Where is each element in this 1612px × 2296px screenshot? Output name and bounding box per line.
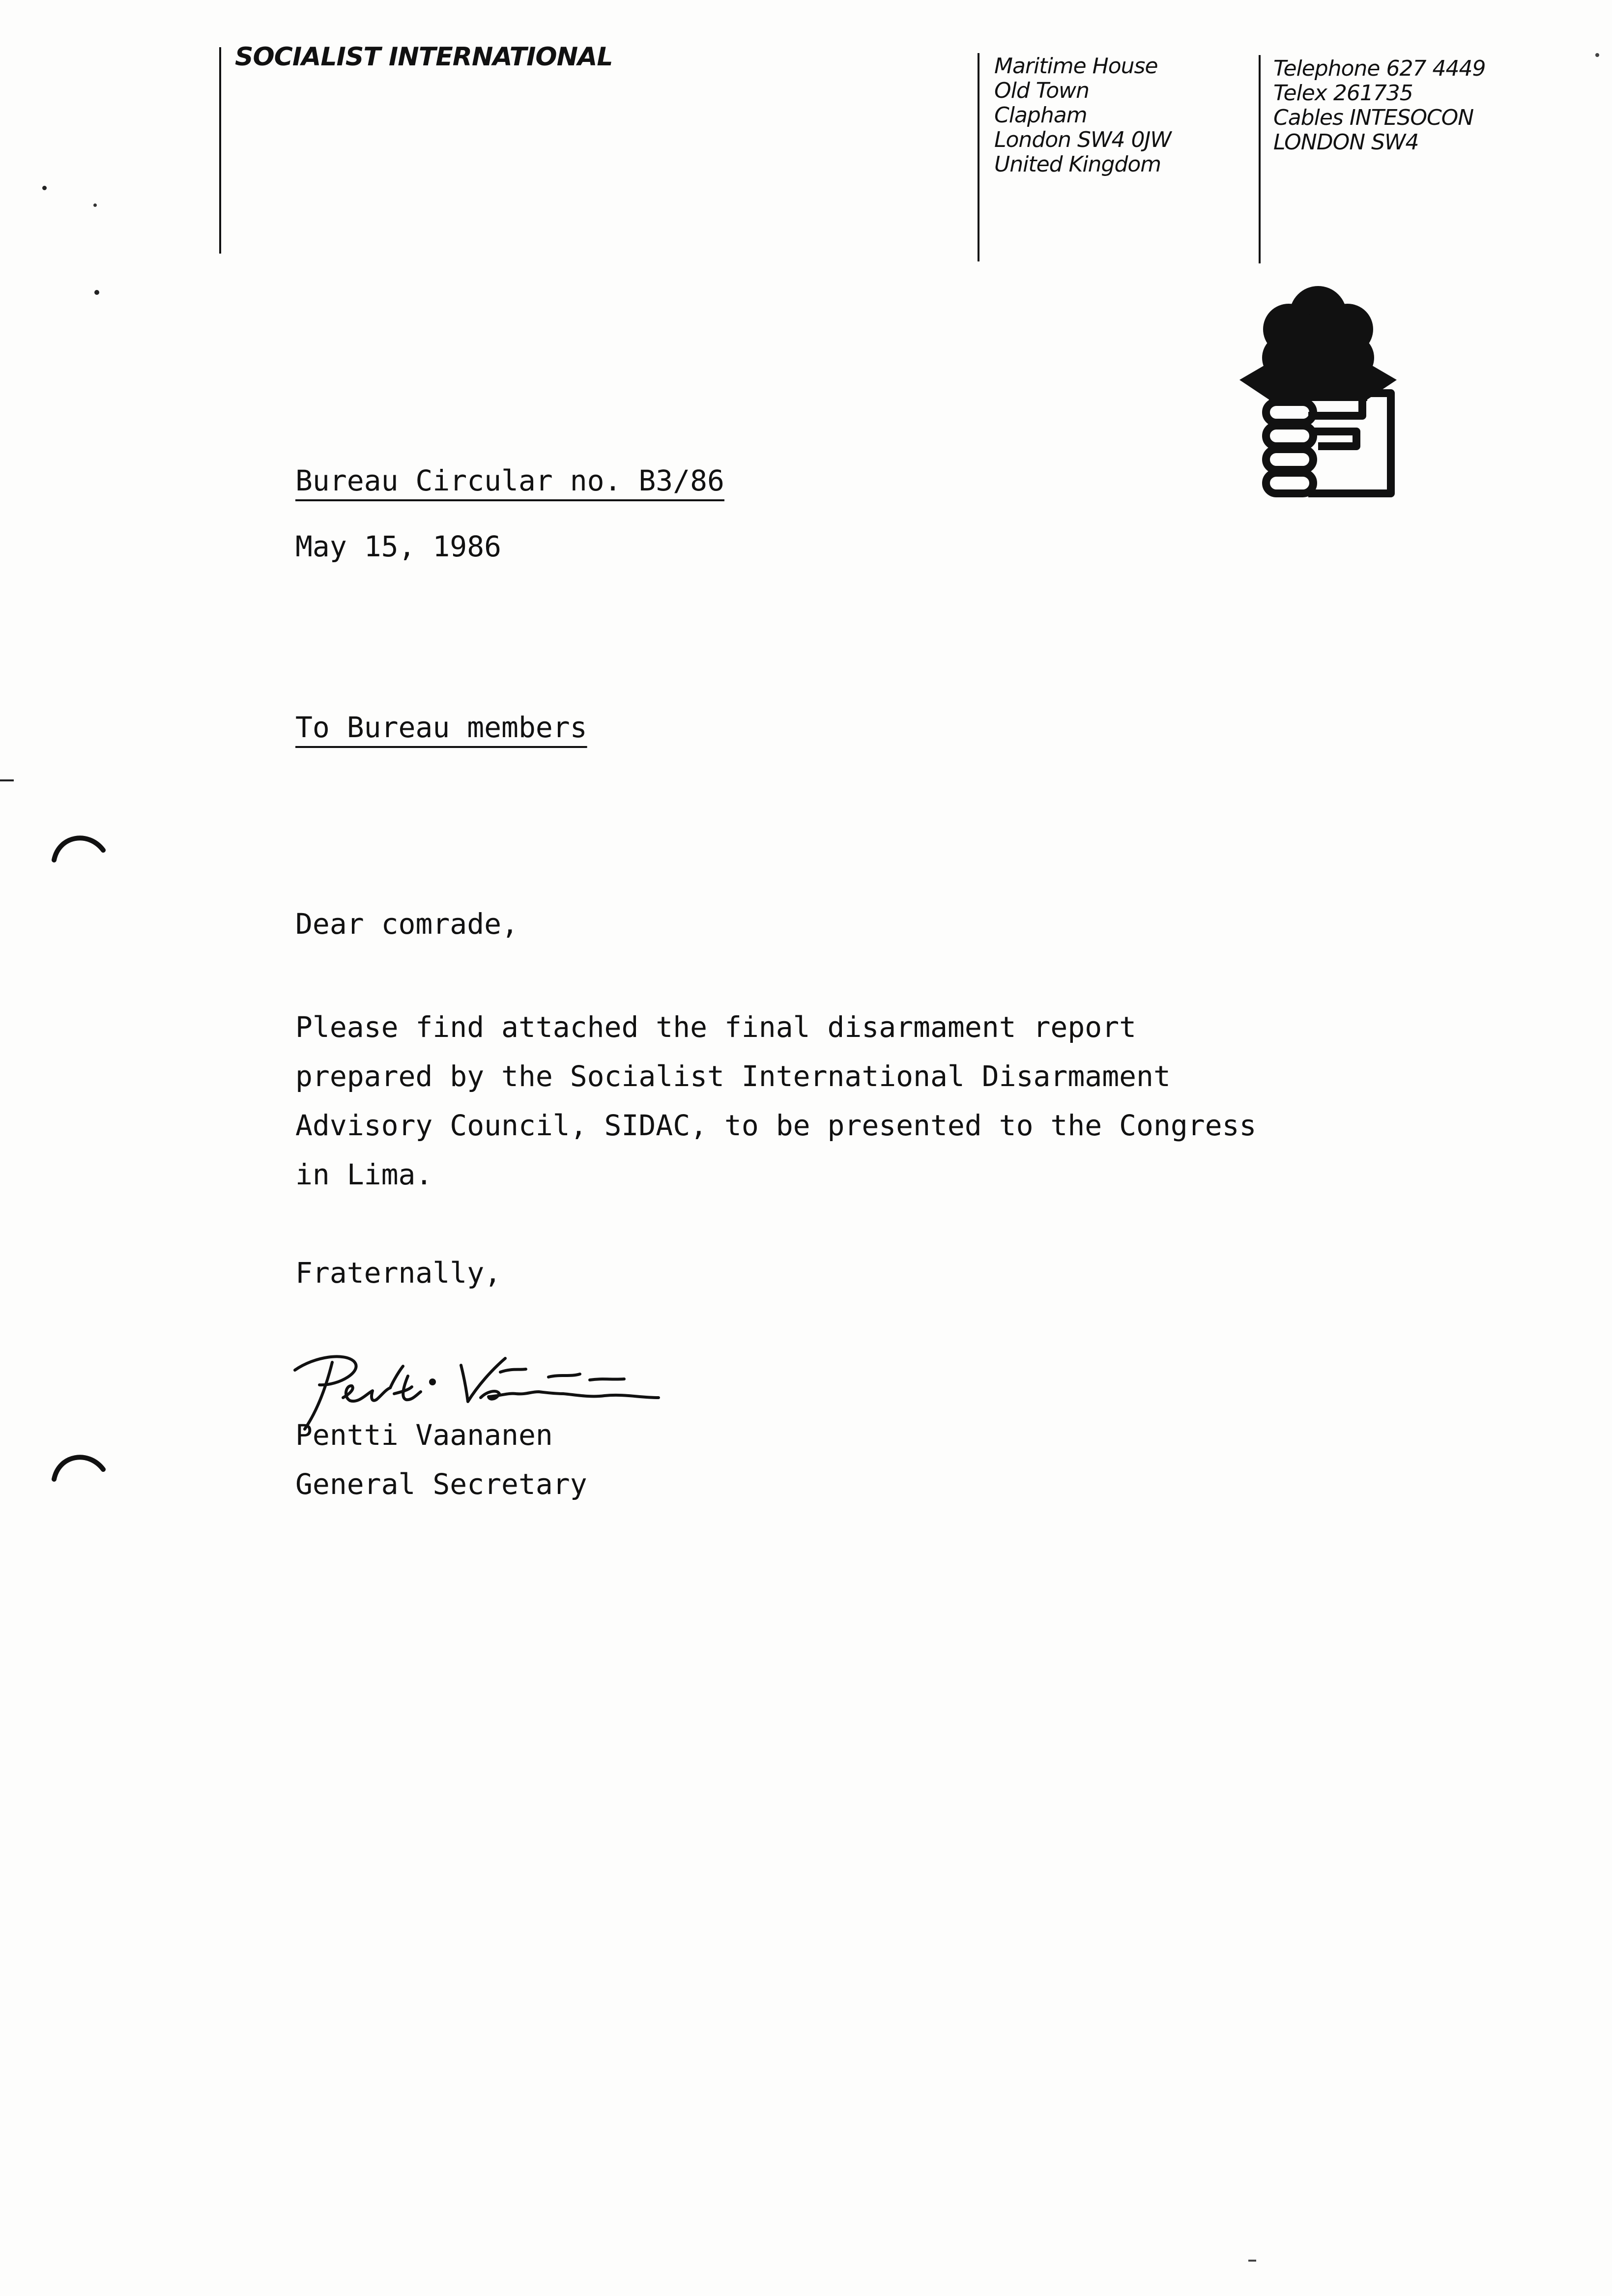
letterhead-divider-right xyxy=(1259,55,1261,263)
body-line: prepared by the Socialist International Disarmament xyxy=(295,1060,1171,1093)
contact-line: Telephone 627 4449 xyxy=(1273,56,1486,81)
circular-reference: Bureau Circular no. B3/86 xyxy=(295,464,724,497)
postal-address xyxy=(994,54,1171,177)
letterhead-divider-middle xyxy=(978,53,979,261)
contact-line: Telex 261735 xyxy=(1273,81,1413,106)
letterhead-divider-left xyxy=(219,47,221,254)
closing: Fraternally, xyxy=(295,1256,502,1290)
organization-name: SOCIALIST INTERNATIONAL xyxy=(235,42,613,72)
contact-details xyxy=(1273,57,1485,155)
signer-title: General Secretary xyxy=(295,1467,587,1501)
recipient-line: To Bureau members xyxy=(295,711,587,744)
scan-edge-mark xyxy=(0,779,14,781)
punch-hole-mark xyxy=(49,1445,108,1484)
body-line: Please find attached the final disarmament report xyxy=(295,1010,1137,1044)
scan-speck xyxy=(94,290,99,295)
address-line: Old Town xyxy=(994,78,1090,103)
scan-speck xyxy=(42,186,47,190)
signer-block xyxy=(295,1410,587,1509)
address-line: United Kingdom xyxy=(994,152,1161,177)
letter-date: May 15, 1986 xyxy=(295,530,502,563)
salutation: Dear comrade, xyxy=(295,907,518,941)
punch-hole-mark xyxy=(49,826,108,865)
scan-speck xyxy=(93,203,97,207)
body-line: in Lima. xyxy=(295,1158,433,1191)
address-line: London SW4 0JW xyxy=(994,127,1171,152)
contact-line: Cables INTESOCON xyxy=(1273,105,1474,130)
address-line: Clapham xyxy=(994,103,1087,128)
fist-rose-logo xyxy=(1235,284,1402,501)
body-line: Advisory Council, SIDAC, to be presented to the Congress xyxy=(295,1109,1257,1142)
contact-line: LONDON SW4 xyxy=(1273,130,1419,155)
signer-name: Pentti Vaananen xyxy=(295,1418,553,1452)
address-line: Maritime House xyxy=(994,54,1158,79)
scan-speck xyxy=(1595,53,1599,57)
scan-speck xyxy=(1248,2260,1256,2262)
letter-body xyxy=(295,1003,1256,1199)
